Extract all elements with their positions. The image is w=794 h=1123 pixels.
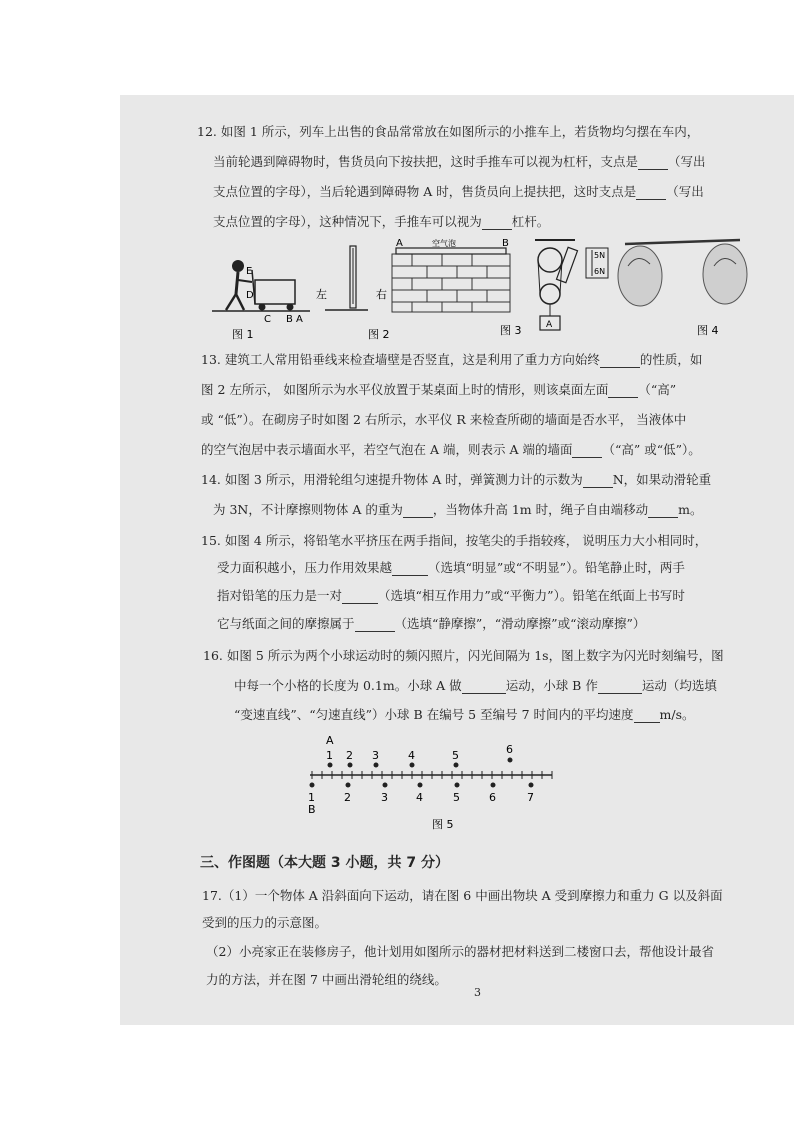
fig1-label-D: D [246,290,254,301]
fig3-scale-6n: 6N [594,267,606,276]
fig2-left-label: 左 [316,288,327,301]
q13-line2: 图 2 左所示， 如图所示为水平仪放置于某桌面上时的情形，则该桌面左面 （“高” [201,382,677,397]
fig3-scale-5n: 5N [594,251,606,260]
fig5-bottom-num-1: 1 [308,791,315,804]
q13-blank2[interactable] [608,384,638,398]
fig3-caption: 图 3 [500,324,522,337]
q14-blank3[interactable] [648,504,678,518]
q14-blank2[interactable] [403,504,433,518]
fig1-label-A: A [296,314,303,325]
q12-line2: 当前轮遇到障碍物时，售货员向下按扶把，这时手推车可以视为杠杆，支点是 （写出 [213,154,706,169]
q16-line1: 16. 如图 5 所示为两个小球运动时的频闪照片，闪光间隔为 1s，图上数字为闪光时刻编号，图 [203,648,724,663]
fig5-bottom-num-5: 5 [453,791,460,804]
fig5-ball-b-5 [455,783,460,788]
q15-line3: 指对铅笔的压力是一对 （选填“相互作用力”或“平衡力”）。铅笔在纸面上书写时 [217,588,685,603]
fig2-label-B: B [502,238,509,249]
fig2-bubble-label: 空气泡 [432,239,456,248]
fig1-label-B: B [286,314,293,325]
q14-blank1[interactable] [583,474,613,488]
fig1-label-E: E [246,266,253,277]
fig2-right-label: 右 [376,288,387,301]
fig1-label-C: C [264,314,271,325]
q12-line3: 支点位置的字母），当后轮遇到障碍物 A 时，售货员向上提扶把，这时支点是 （写出 [213,184,704,199]
page-number: 3 [474,986,481,999]
fig4-caption: 图 4 [697,324,719,337]
q12-blank1[interactable] [638,156,668,170]
fig5-label-B: B [308,803,316,816]
q12-line4: 支点位置的字母），这种情况下，手推车可以视为 杠杆。 [213,214,550,229]
fig2-brick-wall [392,248,510,312]
q14-line1: 14. 如图 3 所示，用滑轮组匀速提升物体 A 时，弹簧测力计的示数为 N，如果动滑轮重 [201,472,712,487]
fig5-ball-b-7 [529,783,534,788]
q16-blank1[interactable] [462,680,506,694]
q17-line1: 17.（1）一个物体 A 沿斜面向下运动，请在图 6 中画出物块 A 受到摩擦力和重力 G 以及斜面 [202,888,723,903]
q14-line2: 为 3N，不计摩擦则物体 A 的重为 ，当物体升高 1m 时，绳子自由端移动 m。 [213,502,703,517]
fig3-block-label: A [546,320,553,330]
fig5-caption: 图 5 [432,818,454,831]
q16-line2: 中每一个小格的长度为 0.1m。小球 A 做 运动，小球 B 作 运动（均选填 [234,678,717,693]
fig5-ball-a-4 [410,763,415,768]
fig5-ball-a-5 [454,763,459,768]
fig5-ball-b-3 [383,783,388,788]
q15-line1: 15. 如图 4 所示，将铅笔水平挤压在两手指间，按笔尖的手指较疼， 说明压力大小相同时， [201,533,708,548]
fig5-bottom-num-7: 7 [527,791,534,804]
q17-line3: （2）小亮家正在装修房子，他计划用如图所示的器材把材料送到二楼窗口去，帮他设计最省 [206,944,714,959]
fig5-ball-b-1 [310,783,315,788]
q13-line1: 13. 建筑工人常用铅垂线来检查墙壁是否竖直，这是利用了重力方向始终 的性质，如 [201,352,703,367]
q15-blank2[interactable] [342,590,378,604]
fig5-ball-b-4 [418,783,423,788]
fig5-bottom-num-2: 2 [344,791,351,804]
q12-line1: 12. 如图 1 所示，列车上出售的食品常常放在如图所示的小推车上，若货物均匀摆在车内， [197,124,700,139]
fig5-ball-a-6 [508,758,513,763]
q13-line3: 或 “低”）。在砌房子时如图 2 右所示，水平仪 R 来检查所砌的墙面是否水平， 当液体中 [201,412,687,427]
fig5-top-num-6: 6 [506,743,513,756]
fig5-bottom-num-3: 3 [381,791,388,804]
q13-blank1[interactable] [600,354,640,368]
fig1-caption: 图 1 [232,328,254,340]
q15-blank3[interactable] [355,618,395,632]
q15-line4: 它与纸面之间的摩擦属于 （选填“静摩擦”，“滑动摩擦”或“滚动摩擦”） [217,616,646,631]
fig5-top-num-3: 3 [372,749,379,762]
q12-blank2[interactable] [636,186,666,200]
fig2-caption: 图 2 [368,328,390,340]
fig2-label-A: A [396,238,403,249]
fig5-bottom-num-6: 6 [489,791,496,804]
fig5-label-A: A [326,734,334,747]
fig5-ball-a-1 [328,763,333,768]
q16-blank3[interactable] [634,709,660,723]
figures-1-to-4 [200,236,760,340]
fig5-top-num-5: 5 [452,749,459,762]
q16-line3: “变速直线”、“匀速直线”）小球 B 在编号 5 至编号 7 时间内的平均速度 m/s。 [234,707,695,722]
q13-blank3[interactable] [572,444,602,458]
fig5-ball-b-2 [346,783,351,788]
fig5-ball-b-6 [491,783,496,788]
q15-blank1[interactable] [392,562,428,576]
fig5-ball-a-2 [348,763,353,768]
fig5-top-num-4: 4 [408,749,415,762]
fig5-strobe [300,730,560,835]
fig5-top-num-2: 2 [346,749,353,762]
fig5-ball-a-3 [374,763,379,768]
q17-line4: 力的方法，并在图 7 中画出滑轮组的绕线。 [206,972,447,987]
fig1-cart [212,260,310,311]
q12-blank3[interactable] [482,216,512,230]
fig5-bottom-num-4: 4 [416,791,423,804]
fig4-hands-pencil [618,240,747,306]
q15-line2: 受力面积越小，压力作用效果越 （选填“明显”或“不明显”）。铅笔静止时，两手 [217,560,685,575]
section3-heading: 三、作图题（本大题 3 小题，共 7 分） [200,855,449,871]
fig5-top-num-1: 1 [326,749,333,762]
q13-line4: 的空气泡居中表示墙面水平，若空气泡在 A 端，则表示 A 端的墙面 （“高” 或“低”）。 [201,442,701,457]
q16-blank2[interactable] [598,680,642,694]
q17-line2: 受到的压力的示意图。 [202,915,328,930]
